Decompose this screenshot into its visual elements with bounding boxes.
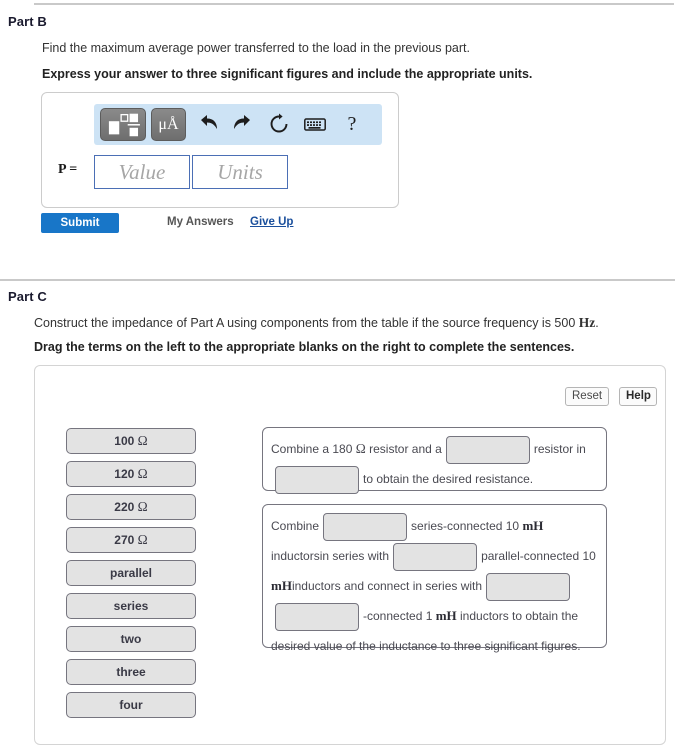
term-chip[interactable] <box>66 626 196 652</box>
keyboard-icon[interactable] <box>302 111 328 137</box>
term-chip-label: two <box>120 632 142 646</box>
sentence1-blank-2[interactable] <box>275 466 359 494</box>
circular-arrow-glyph <box>268 113 290 135</box>
sentence1-text-1: Combine a 180 <box>271 442 356 456</box>
term-chip[interactable] <box>66 428 196 454</box>
term-chip-label: 120 <box>114 467 135 481</box>
part-b-instruction: Express your answer to three significant figures and include the appropriate units. <box>42 67 533 81</box>
math-toolbar <box>94 104 382 145</box>
section-divider-b <box>34 3 674 5</box>
term-chip[interactable] <box>66 461 196 487</box>
term-chip[interactable] <box>66 593 196 619</box>
help-icon[interactable]: ? <box>347 112 357 135</box>
drag-drop-panel <box>34 365 666 745</box>
answer-input-row <box>42 153 398 193</box>
term-chip-label: series <box>113 599 149 613</box>
sentence2-blank-3[interactable] <box>486 573 570 601</box>
term-chip-label: 100 <box>114 434 135 448</box>
undo-arrow-glyph <box>197 114 219 134</box>
units-button[interactable] <box>151 108 186 141</box>
reset-button[interactable]: Reset <box>565 387 609 406</box>
redo-arrow-glyph <box>232 114 254 134</box>
frequency-unit: Hz <box>578 315 596 330</box>
part-c-prompt-text: Construct the impedance of Part A using components from the table if the source frequency is 500 <box>34 316 579 330</box>
undo-icon[interactable] <box>195 111 221 137</box>
sentence2-blank-4[interactable] <box>275 603 359 631</box>
term-chip-label: parallel <box>109 566 153 580</box>
term-chip[interactable] <box>66 494 196 520</box>
variable-label: P = <box>58 162 78 177</box>
help-button[interactable]: Help <box>619 387 657 406</box>
my-answers-label: My Answers <box>167 216 234 228</box>
term-chip[interactable] <box>66 692 196 718</box>
millihenry-unit-3: mH <box>435 608 457 623</box>
term-chip-label: four <box>119 698 143 712</box>
sentence2-blank-1[interactable] <box>323 513 407 541</box>
sentence2-text-1: Combine <box>271 519 320 533</box>
sentence2-text-6: inductors and connect in series with <box>291 579 483 593</box>
term-chip-unit: Ω <box>134 499 148 514</box>
sentence2-text-9: desired value of the inductance to three significant figures. <box>271 639 581 653</box>
sentence2-blank-2[interactable] <box>393 543 477 571</box>
units-input[interactable]: Units <box>192 155 288 189</box>
template-button[interactable] <box>100 108 146 141</box>
part-c-heading: Part C <box>8 289 47 304</box>
give-up-link[interactable]: Give Up <box>250 216 294 228</box>
part-c-instruction: Drag the terms on the left to the appropriate blanks on the right to complete the sentences. <box>34 340 575 354</box>
reset-icon[interactable] <box>266 111 292 137</box>
template-icon <box>101 109 145 140</box>
ohm-symbol: Ω <box>355 441 366 456</box>
sentence1-text-4: to obtain the desired resistance. <box>363 472 534 486</box>
term-chip-label: three <box>116 665 146 679</box>
sentence-box-1 <box>262 427 607 491</box>
submit-button[interactable]: Submit <box>41 213 119 233</box>
part-c-prompt-period: . <box>595 316 599 330</box>
part-b-heading: Part B <box>8 14 47 29</box>
term-chip-unit: Ω <box>134 532 148 547</box>
sentence1-text-3: resistor in <box>533 442 586 456</box>
term-bank <box>66 428 196 725</box>
sentence2-text-8: inductors to obtain the <box>456 609 579 623</box>
part-c-prompt <box>34 315 599 331</box>
part-b-answer-panel <box>41 92 399 208</box>
term-chip-label: 220 <box>114 500 135 514</box>
term-chip[interactable] <box>66 560 196 586</box>
sentence2-text-3: inductors <box>271 549 320 563</box>
sentence1-text-2: resistor and a <box>365 442 442 456</box>
millihenry-unit-1: mH <box>522 518 544 533</box>
sentence2-text-4: in series with <box>319 549 390 563</box>
term-chip[interactable] <box>66 659 196 685</box>
part-b-prompt: Find the maximum average power transferred to the load in the previous part. <box>42 41 470 55</box>
value-input[interactable]: Value <box>94 155 190 189</box>
term-chip-unit: Ω <box>134 466 148 481</box>
sentence1-blank-1[interactable] <box>446 436 530 464</box>
sentence2-text-5: parallel-connected 10 <box>481 549 596 563</box>
term-chip-label: 270 <box>114 533 135 547</box>
sentence2-text-2: series-connected 10 <box>411 519 523 533</box>
sentence2-text-7: -connected 1 <box>363 609 436 623</box>
term-chip[interactable] <box>66 527 196 553</box>
micro-angstrom-icon: μÅ <box>158 115 179 133</box>
term-chip-unit: Ω <box>134 433 148 448</box>
millihenry-unit-2: mH <box>271 578 292 593</box>
redo-icon[interactable] <box>230 111 256 137</box>
section-divider-c <box>0 279 675 281</box>
keyboard-glyph <box>304 117 326 132</box>
sentence-box-2 <box>262 504 607 653</box>
